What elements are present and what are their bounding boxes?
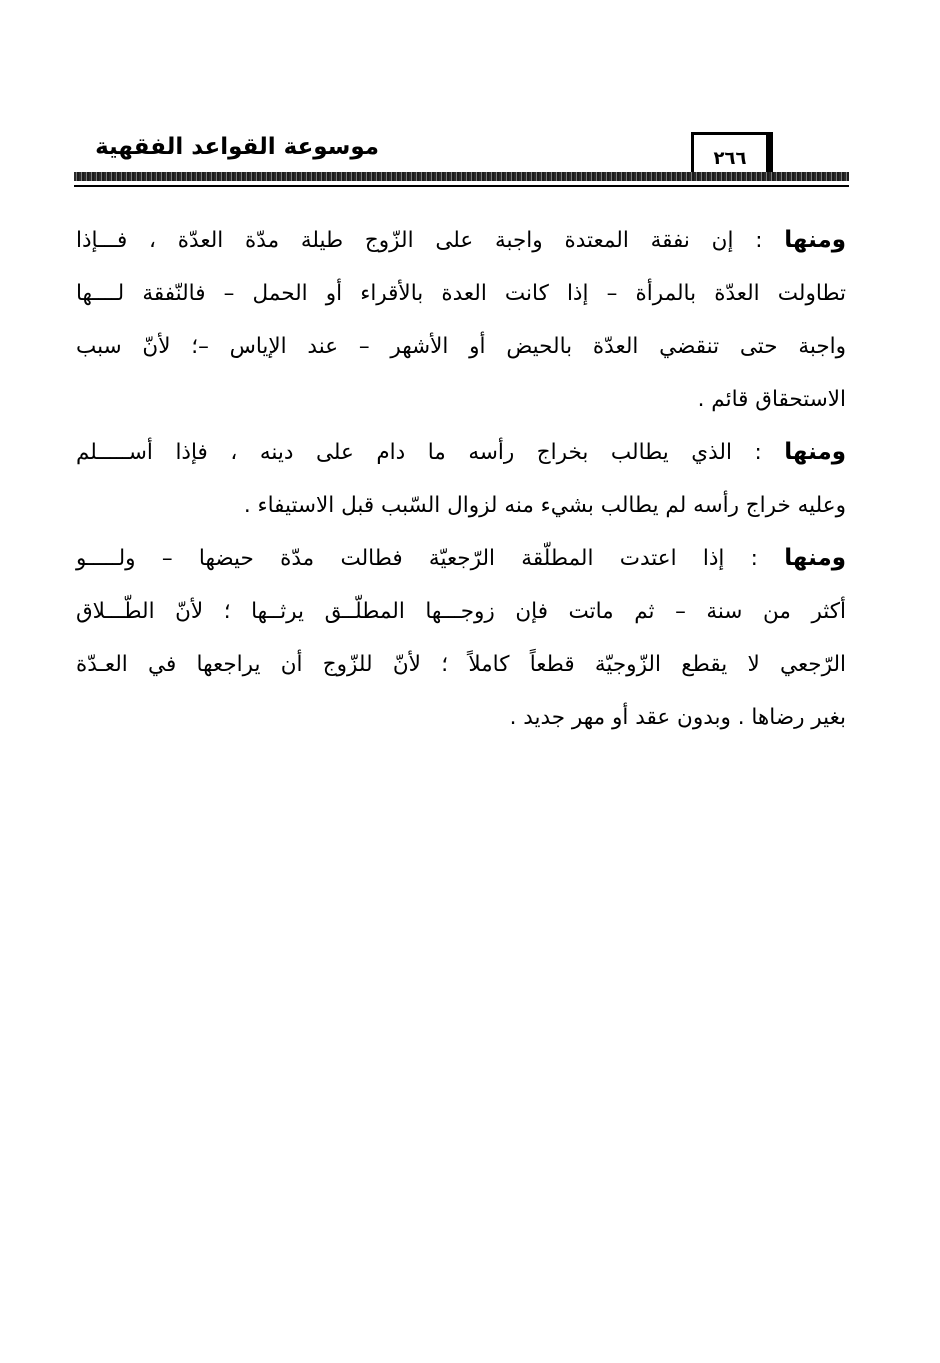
page-number: ٢٦٦ xyxy=(713,148,747,169)
paragraph-line: تطاولت العدّة بالمرأة – إذا كانت العدة بالأقراء أو الحمل – فالنّفقة لــــها xyxy=(76,281,846,306)
paragraph-line: الاستحقاق قائم . xyxy=(697,387,846,412)
body-text xyxy=(76,214,846,744)
paragraph-line xyxy=(76,532,846,585)
book-title: موسوعة القواعد الفقهية xyxy=(95,134,379,160)
paragraph-lead: ومنها xyxy=(784,439,846,465)
header-rule-thick xyxy=(74,172,849,181)
paragraph-line: بغير رضاها . وبدون عقد أو مهر جديد . xyxy=(509,705,846,730)
paragraph-line xyxy=(76,214,846,267)
paragraph-1 xyxy=(76,214,846,426)
header-rule-thin xyxy=(74,185,849,187)
paragraph-lead: ومنها xyxy=(784,227,846,253)
paragraph-line: أكثر من سنة – ثم ماتت فإن زوجـــها المطلّــق يرثــها ؛ لأنّ الطّـــلاق xyxy=(76,599,846,624)
paragraph-line: وعليه خراج رأسه لم يطالب بشيء منه لزوال السّبب قبل الاستيفاء . xyxy=(243,493,846,518)
paragraph-2 xyxy=(76,426,846,532)
line-text: : إذا اعتدت المطلّقة الرّجعيّة فطالت مدّة حيضها – ولـــــو xyxy=(76,546,785,571)
line-text: : الذي يطالب بخراج رأسه ما دام على دينه ، فإذا أســـــلم xyxy=(76,440,785,465)
page-header xyxy=(74,128,849,198)
paragraph-line xyxy=(76,426,846,479)
paragraph-line: الرّجعي لا يقطع الزّوجيّة قطعاً كاملاً ؛ لأنّ للزّوج أن يراجعها في العـدّة xyxy=(76,652,846,677)
paragraph-3 xyxy=(76,532,846,744)
line-text: : إن نفقة المعتدة واجبة على الزّوج طيلة مدّة العدّة ، فـــإذا xyxy=(76,228,785,253)
paragraph-line: واجبة حتى تنقضي العدّة بالحيض أو الأشهر – عند الإياس –؛ لأنّ سبب xyxy=(76,334,846,359)
paragraph-lead: ومنها xyxy=(784,545,846,571)
